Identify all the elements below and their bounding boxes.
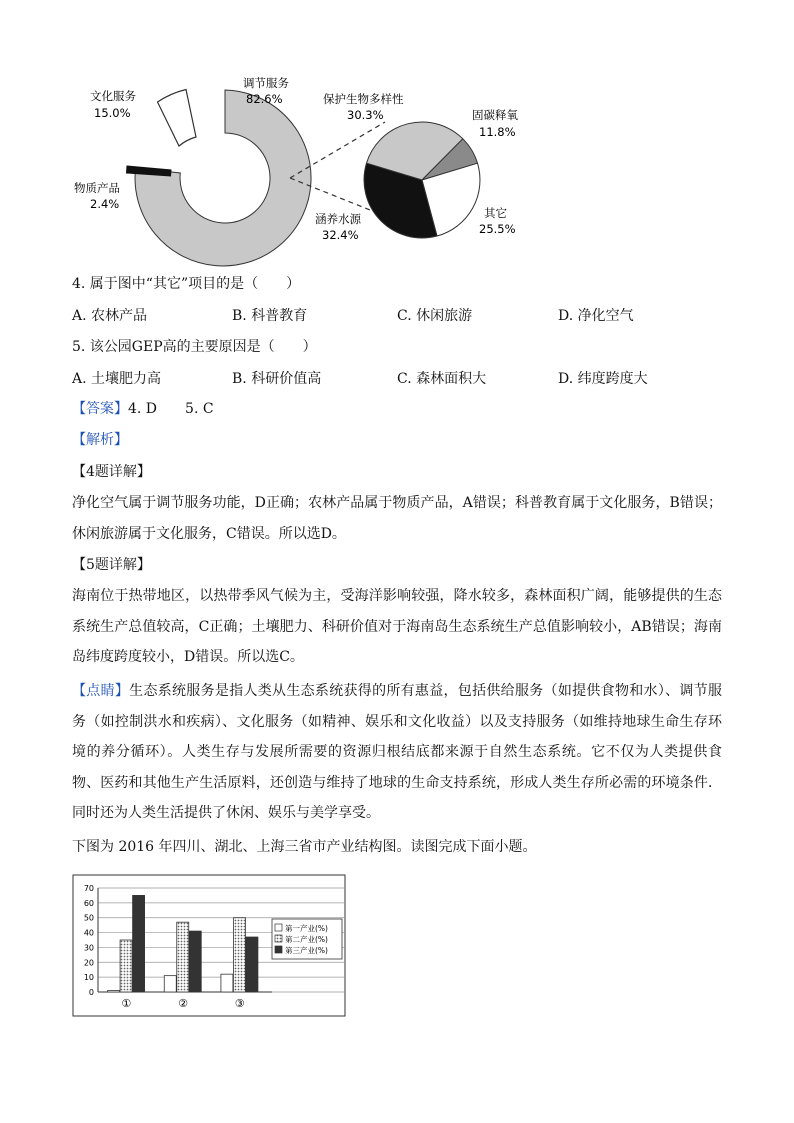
q4-option-a: A. 农林产品 xyxy=(72,308,148,324)
tips-tag: 【点睛】 xyxy=(72,683,130,699)
label-culture-pct: 15.0% xyxy=(94,106,131,120)
y-tick-label: 50 xyxy=(83,913,94,923)
label-regulating-name: 调节服务 xyxy=(243,76,289,90)
x-category-label: ③ xyxy=(234,997,245,1010)
analysis-tag: 【解析】 xyxy=(72,432,128,448)
question-4-stem: 4. 属于图中“其它”项目的是（ ） xyxy=(72,276,301,292)
legend-label: 第二产业(%) xyxy=(285,935,328,944)
label-material-pct: 2.4% xyxy=(90,197,120,211)
bar-3-3 xyxy=(246,937,258,992)
bar-3-1 xyxy=(221,974,233,992)
q5-option-a: A. 土壤肥力高 xyxy=(72,371,162,387)
label-carbon-pct: 11.8% xyxy=(479,125,516,139)
label-other-name: 其它 xyxy=(484,206,507,220)
label-carbon-name: 固碳释氧 xyxy=(472,108,518,122)
donut-chart xyxy=(127,90,312,266)
label-water-pct: 32.4% xyxy=(322,228,359,242)
bar-2-1 xyxy=(164,976,176,992)
q5-option-b: B. 科研价值高 xyxy=(232,371,322,387)
label-other-pct: 25.5% xyxy=(479,222,516,236)
bar-1-3 xyxy=(133,895,145,992)
y-tick-label: 10 xyxy=(83,973,94,983)
y-tick-label: 70 xyxy=(83,884,94,893)
label-biodiversity-name: 保护生物多样性 xyxy=(323,92,404,106)
detail-5-heading: 【5题详解】 xyxy=(72,557,151,573)
detail-4-text: 净化空气属于调节服务功能，D正确；农林产品属于物质产品，A错误；科普教育属于文化服务，B错误；休闲旅游属于文化服务，C错误。所以选D。 xyxy=(72,495,722,542)
y-tick-label: 20 xyxy=(83,958,94,968)
bar-2-3 xyxy=(189,931,201,992)
label-water-name: 涵养水源 xyxy=(315,212,361,226)
bar-1-1 xyxy=(108,991,120,992)
answer-line xyxy=(72,399,214,419)
y-tick-label: 40 xyxy=(83,928,94,938)
q4-option-b: B. 科普教育 xyxy=(232,308,308,324)
bar-3-2 xyxy=(233,918,245,992)
tips-text: 生态系统服务是指人类从生态系统获得的所有惠益，包括供给服务（如提供食物和水）、调节服务（如控制洪水和疾病）、文化服务（如精神、娱乐和文化收益）以及支持服务（如维持地球生命生存环境的养分循环）。人类生存与发展所需要的资源归根结底都来源于自然生态系统。它不仅为人类提供食物、医药和其他生产生活原料，还创造与维持了地球的生命支持系统，形成人类生存所必需的环境条件．同时还为人类生活提供了休闲、娱乐与美学享受。 xyxy=(72,683,722,821)
donut-slice-regulating xyxy=(135,90,311,266)
label-regulating-pct: 82.6% xyxy=(246,92,283,106)
donut-slice-material xyxy=(127,166,172,176)
q4-option-c: C. 休闲旅游 xyxy=(397,308,473,324)
q4-option-d: D. 净化空气 xyxy=(558,308,634,324)
label-culture-name: 文化服务 xyxy=(90,89,136,103)
legend-swatch xyxy=(275,924,282,931)
detail-4-heading: 【4题详解】 xyxy=(72,464,151,480)
answer-text: 4. D 5. C xyxy=(128,401,214,417)
y-tick-label: 30 xyxy=(83,943,94,953)
q5-option-c: C. 森林面积大 xyxy=(397,371,487,387)
question-5-stem: 5. 该公园GEP高的主要原因是（ ） xyxy=(72,339,317,355)
answer-tag: 【答案】 xyxy=(72,401,128,417)
legend-swatch xyxy=(275,935,282,942)
y-tick-label: 60 xyxy=(83,898,94,908)
x-category-label: ② xyxy=(178,997,188,1010)
industry-structure-chart xyxy=(72,874,346,1017)
y-tick-label: 0 xyxy=(88,988,94,997)
legend-label: 第三产业(%) xyxy=(285,946,328,955)
legend-label: 第一产业(%) xyxy=(285,924,328,933)
intro-question-2: 下图为 2016 年四川、湖北、上海三省市产业结构图。读图完成下面小题。 xyxy=(72,839,537,855)
label-biodiversity-pct: 30.3% xyxy=(347,108,384,122)
legend-swatch xyxy=(275,946,282,953)
bar-1-2 xyxy=(120,940,132,992)
x-category-label: ① xyxy=(121,997,132,1010)
tips-block xyxy=(72,676,722,829)
q5-option-d: D. 纬度跨度大 xyxy=(558,371,648,387)
detail-5-text: 海南位于热带地区，以热带季风气候为主，受海洋影响较强，降水较多，森林面积广阔，能够提供的生态系统生产总值较高，C正确；土壤肥力、科研价值对于海南岛生态系统生产总值影响较小，AB错误；海南岛纬度跨度较小，D错误。所以选C。 xyxy=(72,588,722,665)
ecosystem-service-figure xyxy=(60,70,620,270)
donut-slice-culture xyxy=(158,90,197,147)
bar-2-2 xyxy=(177,922,189,992)
label-material-name: 物质产品 xyxy=(74,181,120,195)
pie-chart xyxy=(364,122,480,238)
